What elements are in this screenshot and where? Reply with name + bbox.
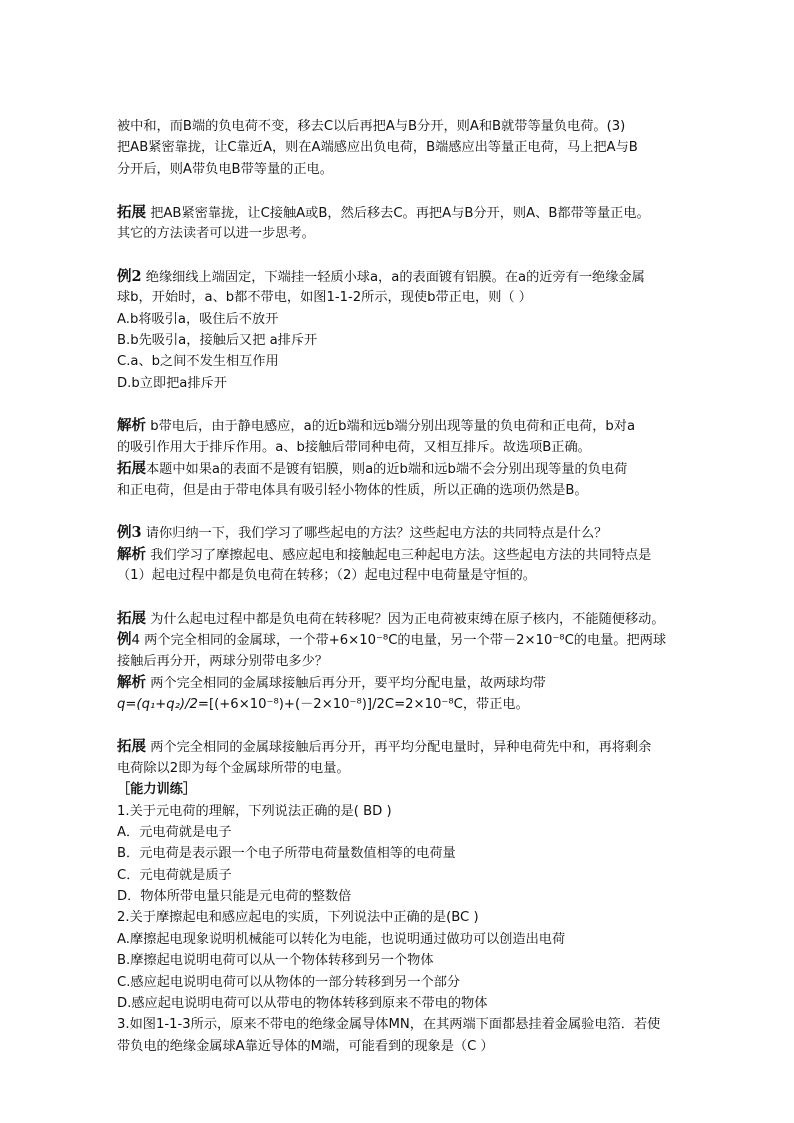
extension-paragraph bbox=[117, 458, 692, 479]
paragraph-line: 的吸引作用大于排斥作用。a、b接触后带同种电荷，又相互排斥。故选项B正确。 bbox=[117, 439, 591, 455]
paragraph-line: 被中和，而B端的负电荷不变，移去C以后再把A与B分开，则A和B就带等量负电荷。(3) bbox=[117, 119, 626, 134]
question-2: 2.关于摩擦起电和感应起电的实质，下列说法中正确的是(BC ) bbox=[117, 910, 479, 926]
example-text: 4 两个完全相同的金属球，一个带+6×10⁻⁸C的电量，另一个带－2×10⁻⁸C的电量。把两球 bbox=[131, 633, 667, 649]
formula-line bbox=[117, 694, 692, 715]
option-a: A.b将吸引a，吸住后不放开 bbox=[117, 311, 279, 327]
paragraph-text: 为什么起电过程中都是负电荷在转移呢？因为正电荷被束缚在原子核内，不能随便移动。 bbox=[146, 611, 665, 627]
extension-paragraph bbox=[117, 202, 692, 223]
formula-result: =[(+6×10⁻⁸)+(－2×10⁻⁸)]/2C=2×10⁻⁸C，带正电。 bbox=[197, 696, 529, 712]
extension-keyword: 拓展 bbox=[117, 609, 146, 627]
question-1-option-d: D．物体所带电量只能是元电荷的整数倍 bbox=[117, 889, 352, 905]
question-3-text: 带负电的绝缘金属球A靠近导体的M端，可能看到的现象是（C ） bbox=[117, 1038, 494, 1054]
paragraph-text: 我们学习了摩擦起电、感应起电和接触起电三种起电方法。这些起电方法的共同特点是 bbox=[146, 547, 652, 563]
question-2-option-d: D.感应起电说明电荷可以从带电的物体转移到原来不带电的物体 bbox=[117, 996, 488, 1012]
paragraph-line: 把AB紧密靠拢，让C靠近A，则在A端感应出负电荷，B端感应出等量正电荷，马上把A与B bbox=[117, 140, 638, 156]
example-heading bbox=[117, 266, 692, 287]
document-page bbox=[117, 116, 692, 1057]
paragraph-text: b带电后，由于静电感应，a的近b端和远b端分别出现等量的负电荷和正电荷，b对a bbox=[146, 419, 636, 435]
paragraph-text: 把AB紧密靠拢，让C接触A或B，然后移去C。再把A与B分开，则A、B都带等量正电。 bbox=[146, 205, 650, 221]
question-1: 1.关于元电荷的理解，下列说法正确的是( BD ) bbox=[117, 803, 392, 819]
question-2-option-b: B.摩擦起电说明电荷可以从一个物体转移到另一个物体 bbox=[117, 953, 434, 969]
analysis-paragraph bbox=[117, 672, 692, 693]
paragraph-line: 和正电荷，但是由于带电体具有吸引轻小物体的性质，所以正确的选项仍然是B。 bbox=[117, 482, 588, 498]
example-keyword: 例 bbox=[117, 631, 132, 649]
paragraph-line: 电荷除以2即为每个金属球所带的电量。 bbox=[117, 760, 350, 776]
paragraph-line: 其它的方法读者可以进一步思考。 bbox=[117, 225, 315, 241]
paragraph-text: 本题中如果a的表面不是镀有铝膜，则a的近b端和远b端不会分别出现等量的负电荷 bbox=[146, 462, 628, 478]
option-d: D.b立即把a排斥开 bbox=[117, 375, 227, 391]
option-b: B.b先吸引a，接触后又把 a排斥开 bbox=[117, 332, 318, 348]
paragraph-text: 两个完全相同的金属球接触后再分开，要平均分配电量，故两球均带 bbox=[146, 676, 546, 692]
extension-keyword: 拓展 bbox=[117, 738, 146, 756]
analysis-keyword: 解析 bbox=[117, 545, 146, 563]
question-3: 3.如图1-1-3所示，原来不带电的绝缘金属导体MN，在其两端下面都悬挂着金属验电箔．若使 bbox=[117, 1017, 661, 1033]
option-c: C.a、b之间不发生相互作用 bbox=[117, 354, 279, 370]
extension-keyword: 拓展 bbox=[117, 460, 146, 478]
example-text: 绝缘细线上端固定，下端挂一轻质小球a，a的表面镀有铝膜。在a的近旁有一绝缘金属 bbox=[141, 269, 645, 285]
analysis-paragraph bbox=[117, 544, 692, 565]
example-text: 接触后再分开，两球分别带电多少？ bbox=[117, 653, 328, 669]
example-text: 球b，开始时，a、b都不带电，如图1-1-2所示，现使b带正电，则（ ） bbox=[117, 290, 532, 306]
section-title: ［能力训练］ bbox=[117, 782, 197, 798]
example-heading bbox=[117, 629, 692, 650]
formula: q=(q₁+q₂)/2 bbox=[117, 696, 198, 712]
question-1-option-c: C．元电荷就是质子 bbox=[117, 867, 232, 883]
question-2-option-a: A.摩擦起电现象说明机械能可以转化为电能，也说明通过做功可以创造出电荷 bbox=[117, 931, 566, 947]
question-1-option-b: B．元电荷是表示跟一个电子所带电荷量数值相等的电荷量 bbox=[117, 846, 456, 862]
question-1-option-a: A．元电荷就是电子 bbox=[117, 824, 232, 840]
extension-paragraph bbox=[117, 736, 692, 757]
extension-keyword: 拓展 bbox=[117, 203, 146, 221]
extension-paragraph bbox=[117, 608, 692, 629]
example-keyword: 例3 bbox=[117, 524, 142, 542]
example-heading bbox=[117, 522, 692, 543]
paragraph-line: 分开后，则A带负电B带等量的正电。 bbox=[117, 161, 333, 177]
analysis-keyword: 解析 bbox=[117, 674, 146, 692]
analysis-keyword: 解析 bbox=[117, 417, 146, 435]
example-keyword: 例2 bbox=[117, 267, 142, 285]
example-text: 请你归纳一下，我们学习了哪些起电的方法？这些起电方法的共同特点是什么？ bbox=[141, 526, 608, 542]
question-2-option-c: C.感应起电说明电荷可以从物体的一部分转移到另一个部分 bbox=[117, 974, 461, 990]
paragraph-text: 两个完全相同的金属球接触后再分开，再平均分配电量时，异种电荷先中和，再将剩余 bbox=[146, 740, 652, 756]
paragraph-line: （1）起电过程中都是负电荷在转移；（2）起电过程中电荷量是守恒的。 bbox=[117, 568, 536, 584]
analysis-paragraph bbox=[117, 415, 692, 436]
